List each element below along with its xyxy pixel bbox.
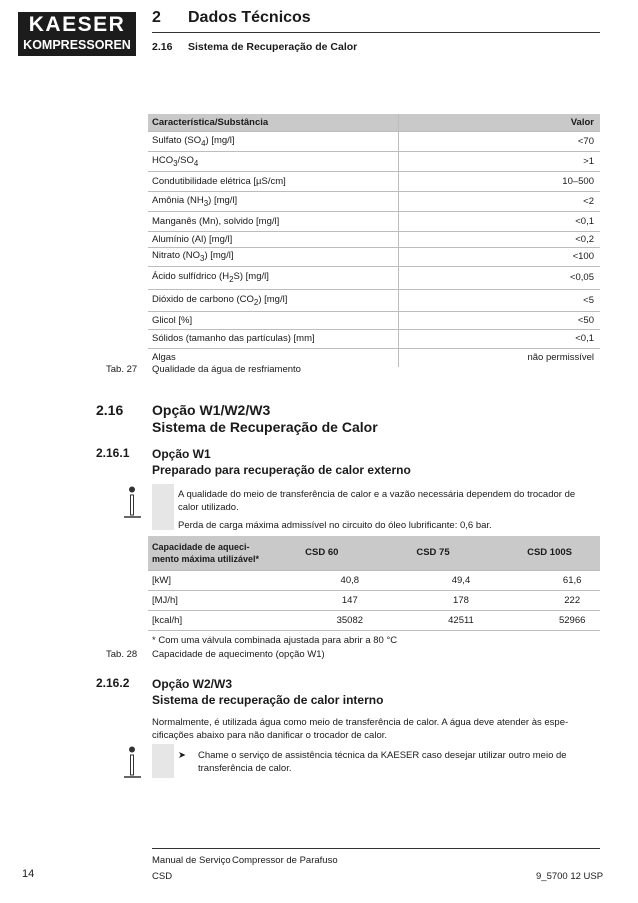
value-cell: 52966 — [488, 610, 600, 630]
column-header-property: Característica/Substância — [148, 114, 398, 131]
subsection-title: Opção W1 Preparado para recuperação de calor externo — [152, 447, 411, 477]
column-header-capacity: Capacidade de aqueci- mento máxima utilizável* — [148, 536, 266, 570]
value-cell: 35082 — [266, 610, 378, 630]
property-cell: Glicol [%] — [148, 311, 398, 329]
table-row — [148, 329, 600, 348]
value-cell: >1 — [398, 151, 600, 171]
subsection-title: Opção W2/W3 Sistema de recuperação de calor interno — [152, 677, 384, 707]
value-cell: 61,6 — [488, 570, 600, 590]
note-text: A qualidade do meio de transferência de calor e a vazão necessária dependem do trocador de calor utilizado. Perda de carga máxima admissível no circuito do óleo lubrificante: 0,6 bar. — [178, 489, 576, 531]
table-row — [148, 151, 600, 171]
property-cell: Amônia $(NH_3)$ [mg/l] — [148, 191, 398, 211]
table-caption-label: Tab. 28 — [106, 649, 138, 660]
property-cell: Sólidos (tamanho das partículas) [mm] — [148, 329, 398, 348]
section-title: Opção W1/W2/W3 Sistema de Recuperação de Calor — [152, 402, 378, 435]
footer-product: Compressor de Parafuso — [232, 855, 338, 866]
value-cell: <5 — [398, 289, 600, 311]
table-row — [148, 311, 600, 329]
table-caption-label: Tab. 27 — [106, 364, 138, 375]
footer-doc-number: 9_5700 12 USP — [536, 871, 604, 882]
subsection-number: 2.16.1 — [96, 446, 130, 460]
column-header-csd75: CSD 75 — [378, 536, 489, 570]
unit-cell: [MJ/h] — [148, 590, 266, 610]
body-paragraph: Normalmente, é utilizada água como meio de transferência de calor. A água deve atender às espe- cificações abaixo para não danificar o trocador de calor. — [152, 717, 569, 741]
property-cell: Ácido sulfídrico $(H_2S)$ [mg/l] — [148, 266, 398, 289]
property-cell: Manganês (Mn), solvido [mg/l] — [148, 211, 398, 231]
property-cell: Dióxido de carbono $(CO_2)$ [mg/l] — [148, 289, 398, 311]
info-icon — [122, 746, 144, 780]
value-cell: <0,1 — [398, 329, 600, 348]
note-bar — [152, 484, 174, 530]
table-row — [148, 131, 600, 151]
value-cell: <2 — [398, 191, 600, 211]
value-cell: 222 — [488, 590, 600, 610]
table-row — [148, 570, 600, 590]
table-caption: Qualidade da água de resfriamento — [152, 364, 301, 375]
value-cell: <100 — [398, 247, 600, 266]
table-row — [148, 231, 600, 247]
logo-subline: KOMPRESSOREN — [23, 38, 131, 52]
table-row — [148, 211, 600, 231]
property-cell: Nitrato $(NO_3)$ [mg/l] — [148, 247, 398, 266]
footer-model: CSD — [152, 871, 173, 882]
value-cell: 147 — [266, 590, 378, 610]
table-caption: Capacidade de aquecimento (opção W1) — [152, 649, 325, 660]
table-header-row — [148, 536, 600, 570]
table-row — [148, 590, 600, 610]
table-row — [148, 289, 600, 311]
property-cell: Condutibilidade elétrica [µS/cm] — [148, 171, 398, 191]
kaeser-logo — [18, 12, 136, 56]
note-bullet: ➤ — [178, 750, 186, 761]
table-header-row — [148, 114, 600, 131]
header-section-number: 2.16 — [152, 41, 173, 53]
value-cell: <70 — [398, 131, 600, 151]
value-cell: 10–500 — [398, 171, 600, 191]
table-row — [148, 247, 600, 266]
property-cell: Sulfato $(SO_4)$ [mg/l] — [148, 131, 398, 151]
water-quality-table — [148, 114, 600, 367]
footer-rule — [152, 848, 600, 849]
property-cell: $HCO_3/SO_4$ — [148, 151, 398, 171]
heating-capacity-table — [148, 536, 600, 650]
chapter-title: Dados Técnicos — [188, 9, 311, 26]
column-header-csd100s: CSD 100S — [488, 536, 600, 570]
unit-cell: [kW] — [148, 570, 266, 590]
value-cell: <0,2 — [398, 231, 600, 247]
table-row — [148, 171, 600, 191]
property-cell: Algas — [148, 348, 398, 367]
value-cell: 40,8 — [266, 570, 378, 590]
table-row — [148, 191, 600, 211]
header-section-title: Sistema de Recuperação de Calor — [188, 41, 358, 53]
header-rule — [152, 32, 600, 33]
property-cell: Alumínio (Al) [mg/l] — [148, 231, 398, 247]
value-cell: <0,05 — [398, 266, 600, 289]
value-cell: 42511 — [378, 610, 489, 630]
column-header-csd60: CSD 60 — [266, 536, 378, 570]
info-icon — [122, 486, 144, 520]
table-footnote: * Com uma válvula combinada ajustada para abrir a 80 °C — [152, 634, 398, 646]
unit-cell: [kcal/h] — [148, 610, 266, 630]
note-bar — [152, 744, 174, 778]
value-cell: 49,4 — [378, 570, 489, 590]
table-footnote-row — [148, 630, 600, 650]
section-number: 2.16 — [96, 402, 124, 418]
value-cell: <50 — [398, 311, 600, 329]
table-row — [148, 266, 600, 289]
value-cell: <0,1 — [398, 211, 600, 231]
column-header-value: Valor — [398, 114, 600, 131]
table-row — [148, 610, 600, 630]
note-text: Chame o serviço de assistência técnica da KAESER caso desejar utilizar outro meio de transferência de calor. — [198, 750, 567, 774]
subsection-number: 2.16.2 — [96, 676, 130, 690]
logo-wordmark: KAESER — [28, 13, 126, 36]
value-cell: não permissível — [527, 352, 594, 364]
value-cell: 178 — [378, 590, 489, 610]
chapter-number: 2 — [152, 9, 161, 26]
page-number: 14 — [22, 868, 35, 880]
footer-manual: Manual de Serviço — [152, 855, 231, 866]
